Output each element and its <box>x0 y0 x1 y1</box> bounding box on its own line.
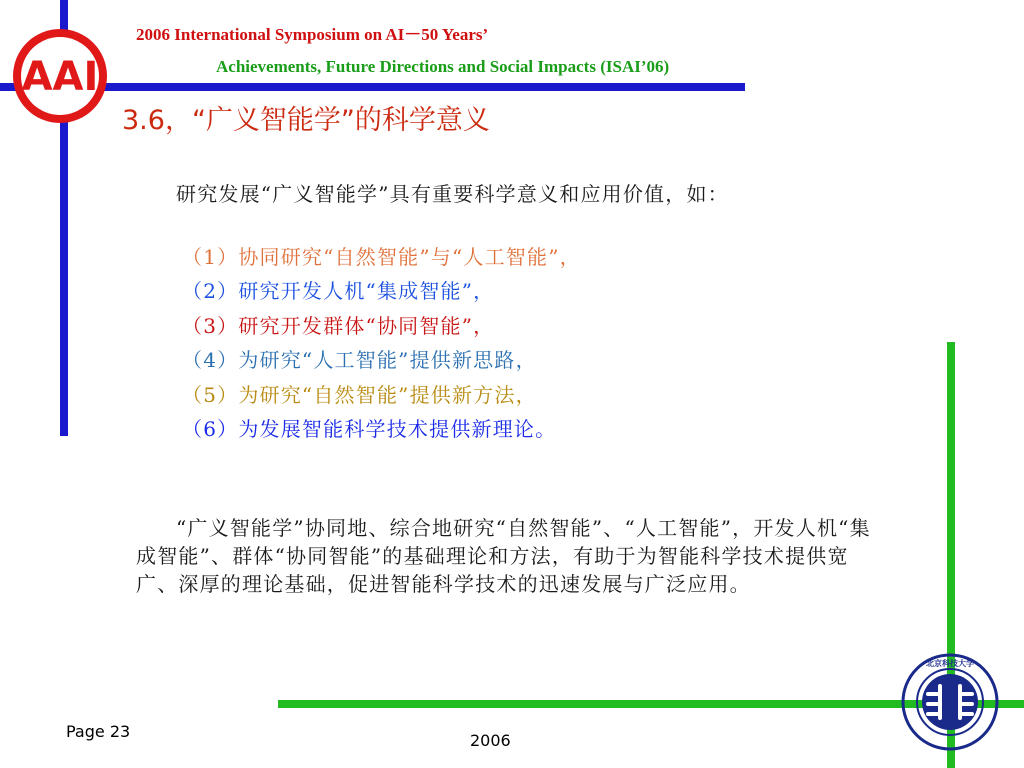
intro-text: 研究发展“广义智能学”具有重要科学意义和应用价值，如： <box>176 182 729 206</box>
list-item-2: （2）研究开发人机“集成智能”， <box>182 279 495 304</box>
footer-year: 2006 <box>470 731 511 750</box>
slide-title: 3.6，“广义智能学”的科学意义 <box>122 105 490 136</box>
page-number: Page 23 <box>66 722 131 741</box>
list-item-4: （4）为研究“人工智能”提供新思路， <box>182 348 537 373</box>
intro-paragraph <box>136 180 881 208</box>
significance-list <box>182 240 581 446</box>
summary-paragraph <box>136 514 881 598</box>
university-seal-icon <box>900 652 1000 752</box>
conference-title-line2: Achievements, Future Directions and Social Impacts (ISAI’06) <box>216 57 670 76</box>
aai-logo-icon <box>10 26 110 126</box>
list-item-1: （1）协同研究“自然智能”与“人工智能”， <box>182 245 581 269</box>
frame-line-top <box>0 83 745 91</box>
list-item-3: （3）研究开发群体“协同智能”， <box>182 313 495 338</box>
list-item-5: （5）为研究“自然智能”提供新方法， <box>182 382 537 407</box>
logo-text: AAI <box>21 54 99 100</box>
list-item-6: （6）为发展智能科学技术提供新理论。 <box>182 416 557 441</box>
summary-text: “广义智能学”协同地、综合地研究“自然智能”、“人工智能”，开发人机“集成智能”、群体“协同智能”的基础理论和方法，有助于为智能科学技术提供宽广、深厚的理论基础，促进智能科学技术的迅速发展与广泛应用。 <box>136 516 871 596</box>
conference-title-line1: 2006 International Symposium on AI－50 Years’ <box>136 25 489 44</box>
seal-text: 北京科技大学 <box>926 659 974 668</box>
